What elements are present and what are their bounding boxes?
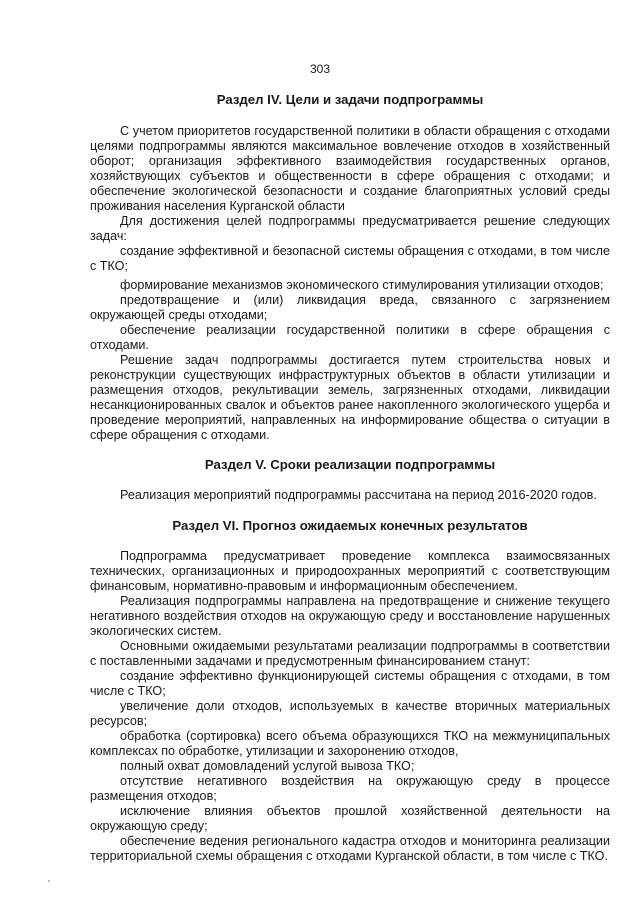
paragraph: обеспечение реализации государственной политики в сфере обращения с отходами.: [90, 323, 610, 352]
scan-speck: [48, 880, 50, 882]
paragraph: увеличение доли отходов, используемых в качестве вторичных материальных ресурсов;: [90, 699, 610, 728]
paragraph: исключение влияния объектов прошлой хозяйственной деятельности на окружающую среду;: [90, 804, 610, 833]
paragraph: Реализация подпрограммы направлена на предотвращение и снижение текущего негативного воздействия отходов на окружающую среду и восстановление нарушенных экологических систем.: [90, 594, 610, 638]
paragraph: создание эффективной и безопасной системы обращения с отходами, в том числе с ТКО;: [90, 244, 610, 273]
section-4-heading: Раздел IV. Цели и задачи подпрограммы: [216, 92, 484, 107]
paragraph: Решение задач подпрограммы достигается путем строительства новых и реконструкции существующих инфраструктурных объектов в области утилизации и размещения отходов, рекультивации земель, загрязненных отходами, ликвидации несанкционированных свалок и объектов ранее накопленного экологического ущерба и проведение мероприятий, направленных на информирование общества о ситуации в сфере обращения с отходами.: [90, 353, 610, 442]
paragraph: создание эффективно функционирующей системы обращения с отходами, в том числе с ТКО;: [90, 669, 610, 698]
document-body: [90, 92, 610, 864]
paragraph: Для достижения целей подпрограммы предусматривается решение следующих задач:: [90, 214, 610, 243]
section-6-heading: Раздел VI. Прогноз ожидаемых конечных результатов: [172, 518, 528, 533]
paragraph: Основными ожидаемыми результатами реализации подпрограммы в соответствии с поставленными задачами и предусмотренным финансированием станут:: [90, 639, 610, 668]
paragraph: полный охват домовладений услугой вывоза ТКО;: [120, 759, 415, 773]
paragraph: обработка (сортировка) всего объема образующихся ТКО на межмуниципальных комплексах по обработке, утилизации и захоронению отходов,: [90, 729, 610, 758]
paragraph: Реализация мероприятий подпрограммы рассчитана на период 2016-2020 годов.: [120, 488, 597, 502]
paragraph: предотвращение и (или) ликвидация вреда, связанного с загрязнением окружающей среды отходами;: [90, 293, 610, 322]
paragraph: обеспечение ведения регионального кадастра отходов и мониторинга реализации территориальной схемы обращения с отходами Курганской области, в том числе с ТКО.: [90, 834, 610, 863]
section-5-heading: Раздел V. Сроки реализации подпрограммы: [204, 457, 496, 472]
page-number: 303: [309, 62, 331, 76]
paragraph: формирование механизмов экономического стимулирования утилизации отходов;: [120, 278, 604, 292]
paragraph: Подпрограмма предусматривает проведение комплекса взаимосвязанных технических, организационных и природоохранных мероприятий с соответствующим финансовым, нормативно-правовым и информационным обеспечением.: [90, 549, 610, 593]
paragraph: отсутствие негативного воздействия на окружающую среду в процессе размещения отходов;: [90, 774, 610, 803]
paragraph: С учетом приоритетов государственной политики в области обращения с отходами целями подпрограммы являются максимальное вовлечение отходов в хозяйственный оборот; организация эффективного взаимодействия государственных органов, хозяйствующих субъектов и общественности в сфере обращения с отходами; и обеспечение экологической безопасности и создание благоприятных условий среды проживания населения Курганской области: [90, 124, 610, 213]
